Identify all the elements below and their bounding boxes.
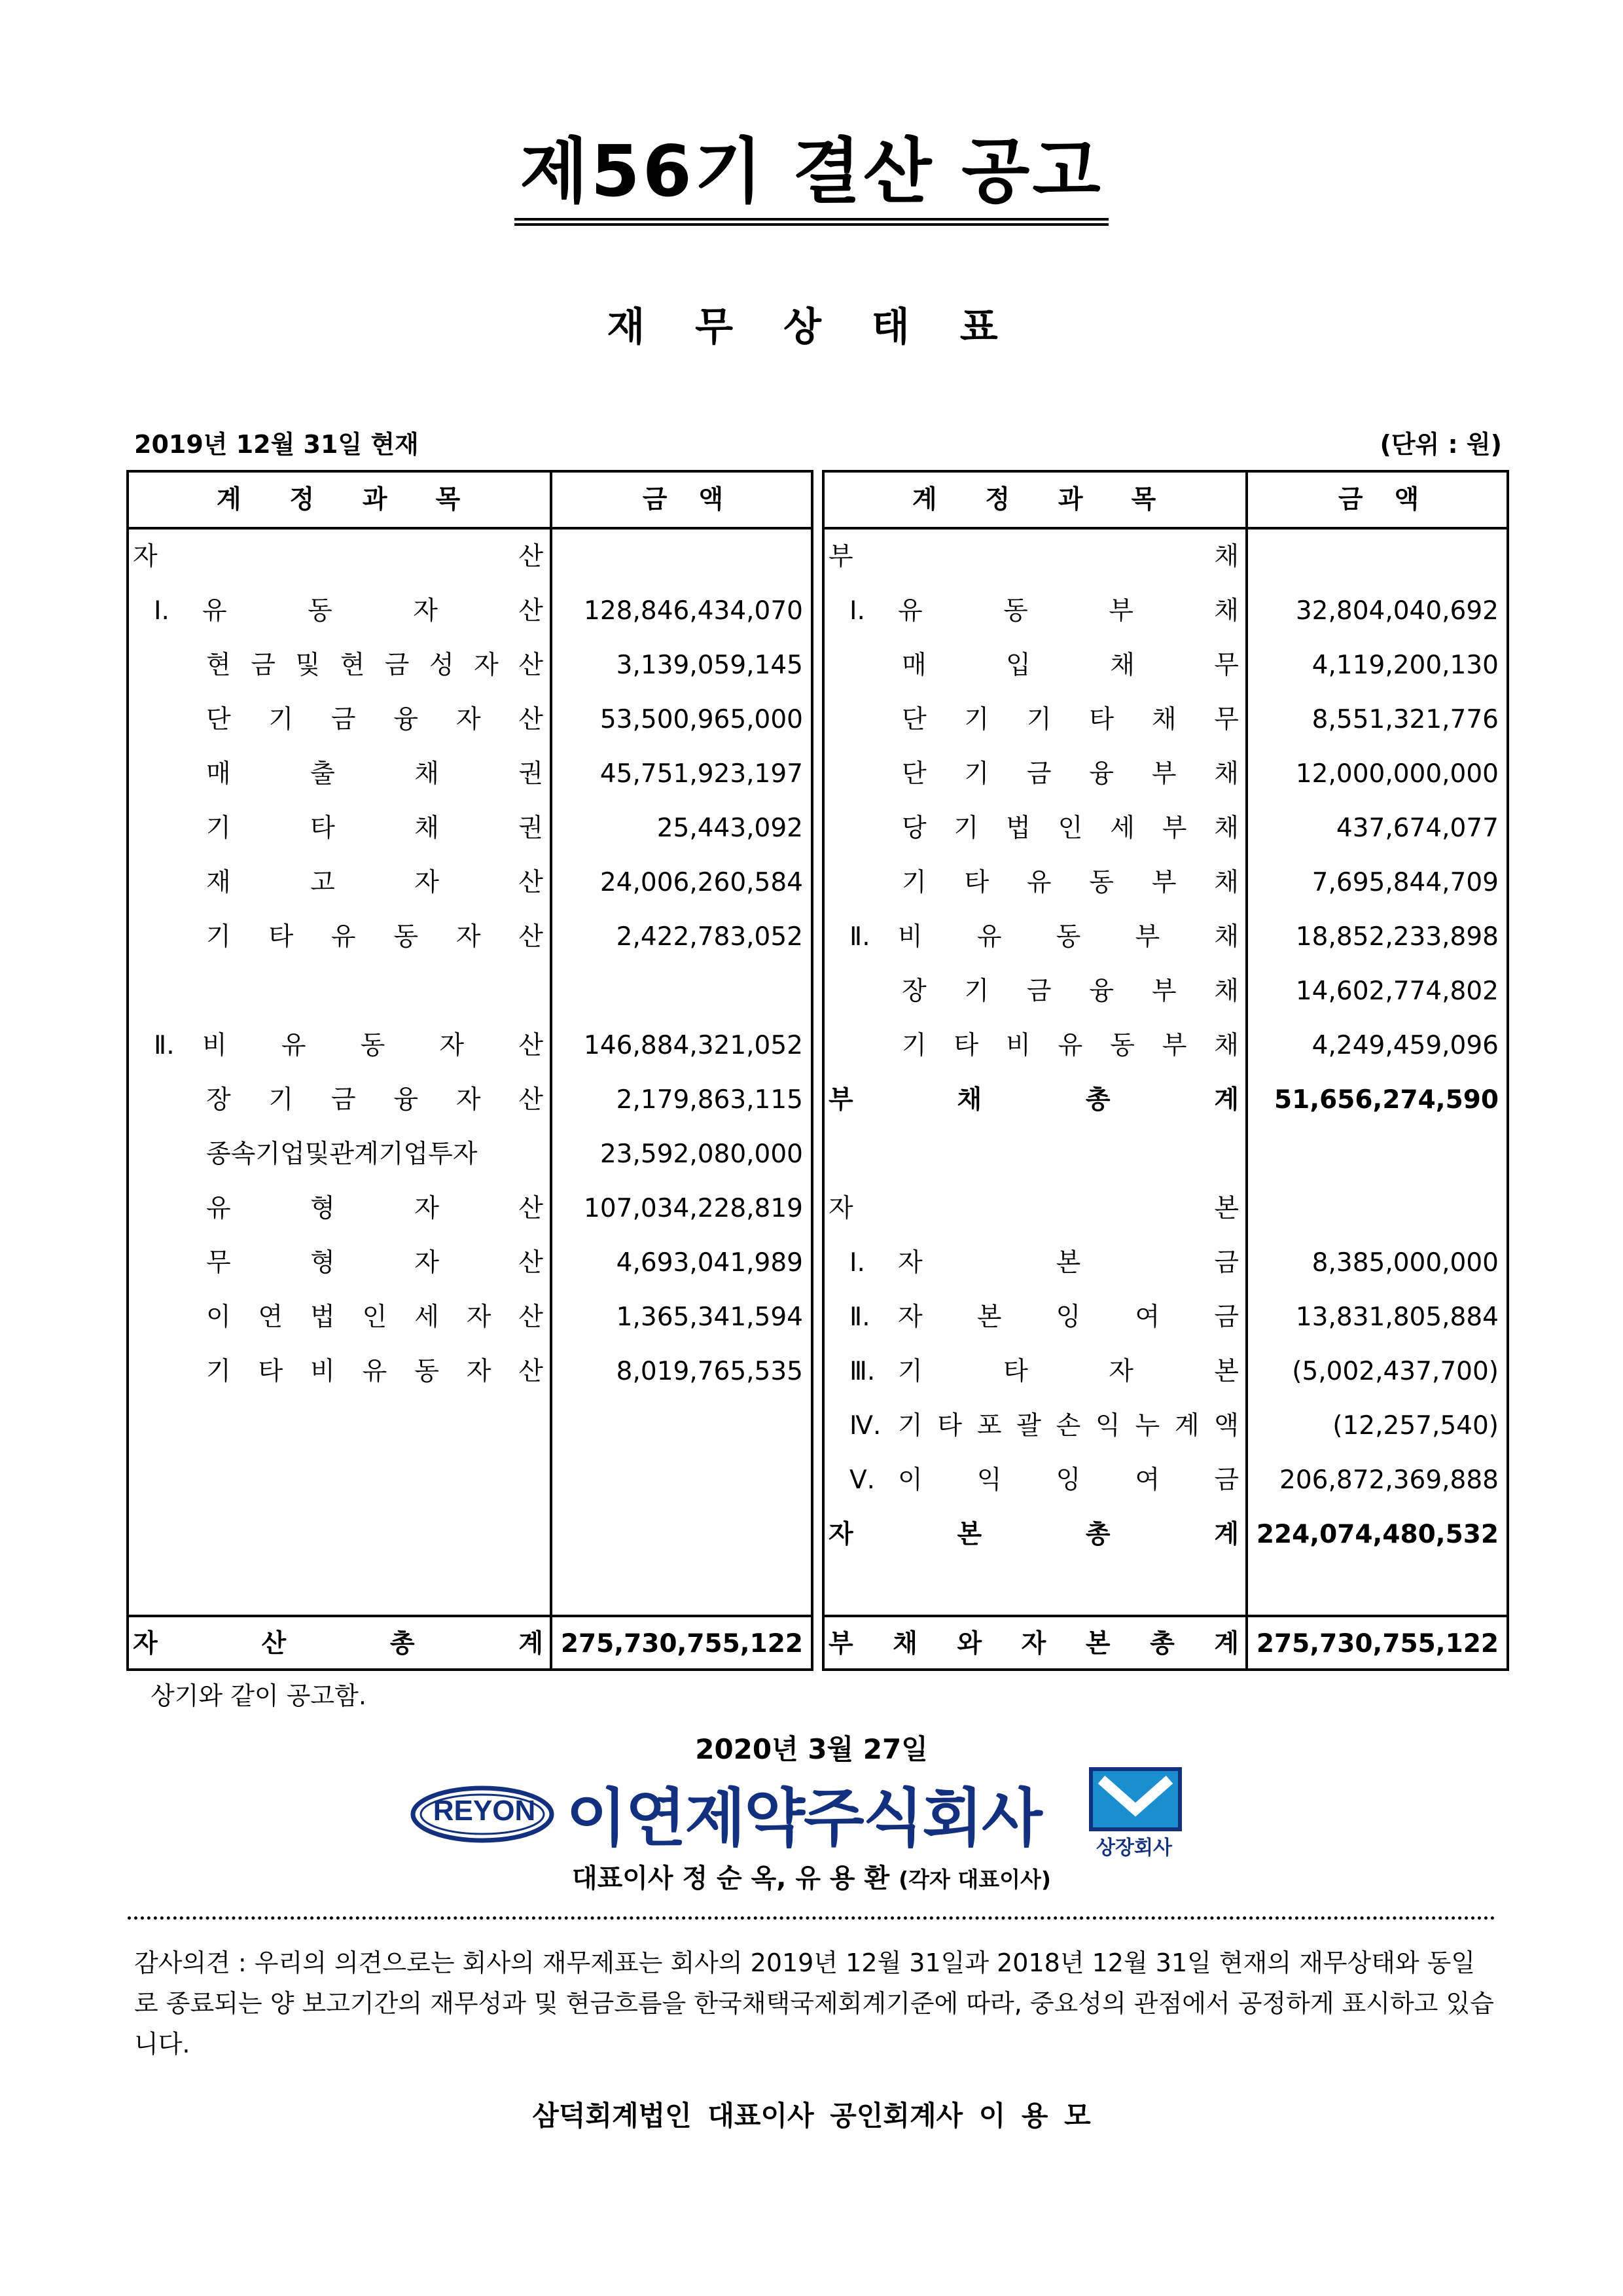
amount-value: 14,602,774,802 [1295,977,1499,1006]
account-label: 부 채 [829,542,1239,571]
account-label: 기 타 유 동 부 채 [902,868,1239,897]
account-label: 이 익 잉 여 금 [898,1465,1239,1495]
roman-numeral: Ⅰ. [154,596,169,626]
account-label: 자 본 [829,1194,1239,1223]
roman-numeral: Ⅱ. [849,922,870,952]
company-name: 이연제약주식회사 [566,1782,1041,1855]
header-account: 계 정 과 목 [216,485,461,514]
account-label: 장 기 금 융 자 산 [206,1085,543,1115]
account-label: 단 기 금 융 자 산 [206,705,543,734]
amount-value: 53,500,965,000 [599,705,803,734]
roman-numeral: Ⅴ. [849,1465,876,1495]
seal-text: 상장회사 [1096,1837,1172,1859]
notice-title: 제56기 결산 공고 [0,131,1623,226]
account-label: 자 본 금 [898,1248,1239,1278]
account-label: 기 타 비 유 동 자 산 [206,1357,543,1386]
account-label: 부 채 총 계 [829,1085,1239,1115]
assets-table [126,470,813,1671]
account-label: 이 연 법 인 세 자 산 [206,1302,543,1332]
account-label: 자 산 [133,542,543,571]
unit-label: (단위 : 원) [1380,430,1502,459]
account-label: 비 유 동 자 산 [202,1031,543,1060]
as-of-date: 2019년 12월 31일 현재 [134,430,419,459]
account-label: 무 형 자 산 [206,1248,543,1278]
amount-value: 107,034,228,819 [584,1194,803,1223]
divider [128,1916,1495,1920]
ceo-note: (각자 대표이사) [899,1867,1051,1892]
liabilities-equity-table [822,470,1509,1671]
roman-numeral: Ⅰ. [849,596,865,626]
account-label: 장 기 금 융 부 채 [902,977,1239,1006]
ceo-names: 대표이사 정 순 옥, 유 용 환 [571,1863,890,1893]
account-label: 유 동 부 채 [898,596,1239,626]
account-label: 자 본 잉 여 금 [898,1302,1239,1332]
amount-value: 51,656,274,590 [1274,1085,1499,1115]
amount-value: 4,119,200,130 [1311,651,1499,680]
amount-value: 4,249,459,096 [1311,1031,1499,1060]
roman-numeral: Ⅳ. [849,1411,882,1441]
account-label: 매 출 채 권 [206,759,543,789]
company-logo [409,1767,1194,1865]
amount-value: 437,674,077 [1336,814,1499,843]
total-label: 부 채 와 자 본 총 계 [829,1629,1239,1659]
roman-numeral: Ⅱ. [849,1302,870,1332]
account-label: 매 입 채 무 [902,651,1239,680]
amount-value: 18,852,233,898 [1295,922,1499,952]
notice-date: 2020년 3월 27일 [695,1733,928,1765]
roman-numeral: Ⅲ. [849,1357,876,1386]
header-account: 계 정 과 목 [912,485,1156,514]
amount-value: 8,551,321,776 [1311,705,1499,734]
account-label: 기 타 포 괄 손 익 누 계 액 [898,1411,1239,1441]
amount-value: 2,179,863,115 [616,1085,803,1115]
account-label: 비 유 동 부 채 [898,922,1239,952]
audit-opinion: 감사의견 : 우리의 의견으로는 회사의 재무제표는 회사의 2019년 12월 31일과 2018년 12월 31일 현재의 재무상태와 동일로 종료되는 양 보고기간의 재무성과 및 현금흐름을 한국채택국제회계기준에 따라, 중요성의 관점에서 공정하게 표시하고 있습니다. [134,1948,1494,2058]
account-label: 재 고 자 산 [206,868,543,897]
amount-value: 2,422,783,052 [616,922,803,952]
account-label: 기 타 유 동 자 산 [206,922,543,952]
ceo-line [0,1857,1623,1895]
auditor-signature: 삼덕회계법인 대표이사 공인회계사 이 용 모 [532,2100,1091,2132]
amount-value: 7,695,844,709 [1311,868,1499,897]
amount-value: 13,831,805,884 [1295,1302,1499,1332]
account-label: 종속기업및관계기업투자 [206,1139,478,1169]
amount-value: 4,693,041,989 [616,1248,803,1278]
account-label: 현 금 및 현 금 성 자 산 [206,651,543,680]
total-amount: 275,730,755,122 [1256,1629,1499,1659]
account-label: 자 본 총 계 [829,1520,1239,1549]
account-label: 기 타 채 권 [206,814,543,843]
amount-value: 8,385,000,000 [1311,1248,1499,1278]
amount-value: 32,804,040,692 [1295,596,1499,626]
roman-numeral: Ⅱ. [154,1031,175,1060]
total-label: 자 산 총 계 [133,1629,543,1659]
amount-value: 146,884,321,052 [584,1031,803,1060]
amount-value: 224,074,480,532 [1256,1520,1499,1549]
account-label: 기 타 자 본 [898,1357,1239,1386]
amount-value: (12,257,540) [1332,1411,1499,1441]
amount-value: 24,006,260,584 [599,868,803,897]
total-amount: 275,730,755,122 [560,1629,803,1659]
amount-value: 23,592,080,000 [599,1139,803,1169]
reyon-wordmark: REYON [433,1795,536,1827]
amount-value: 12,000,000,000 [1295,759,1499,789]
notice-note: 상기와 같이 공고함. [151,1681,366,1710]
amount-value: 128,846,434,070 [584,596,803,626]
amount-value: 3,139,059,145 [616,651,803,680]
account-label: 유 형 자 산 [206,1194,543,1223]
listed-company-seal-icon [1083,1764,1188,1862]
account-label: 유 동 자 산 [202,596,543,626]
account-label: 기 타 비 유 동 부 채 [902,1031,1239,1060]
account-label: 단 기 기 타 채 무 [902,705,1239,734]
header-amount: 금 액 [642,485,724,514]
header-amount: 금 액 [1338,485,1419,514]
amount-value: 25,443,092 [656,814,803,843]
roman-numeral: Ⅰ. [849,1248,865,1278]
account-label: 당 기 법 인 세 부 채 [902,814,1239,843]
amount-value: 8,019,765,535 [616,1357,803,1386]
account-label: 단 기 금 융 부 채 [902,759,1239,789]
amount-value: 206,872,369,888 [1279,1465,1499,1495]
amount-value: (5,002,437,700) [1292,1357,1499,1386]
amount-value: 1,365,341,594 [616,1302,803,1332]
statement-title: 재 무 상 태 표 [607,304,1016,350]
amount-value: 45,751,923,197 [599,759,803,789]
